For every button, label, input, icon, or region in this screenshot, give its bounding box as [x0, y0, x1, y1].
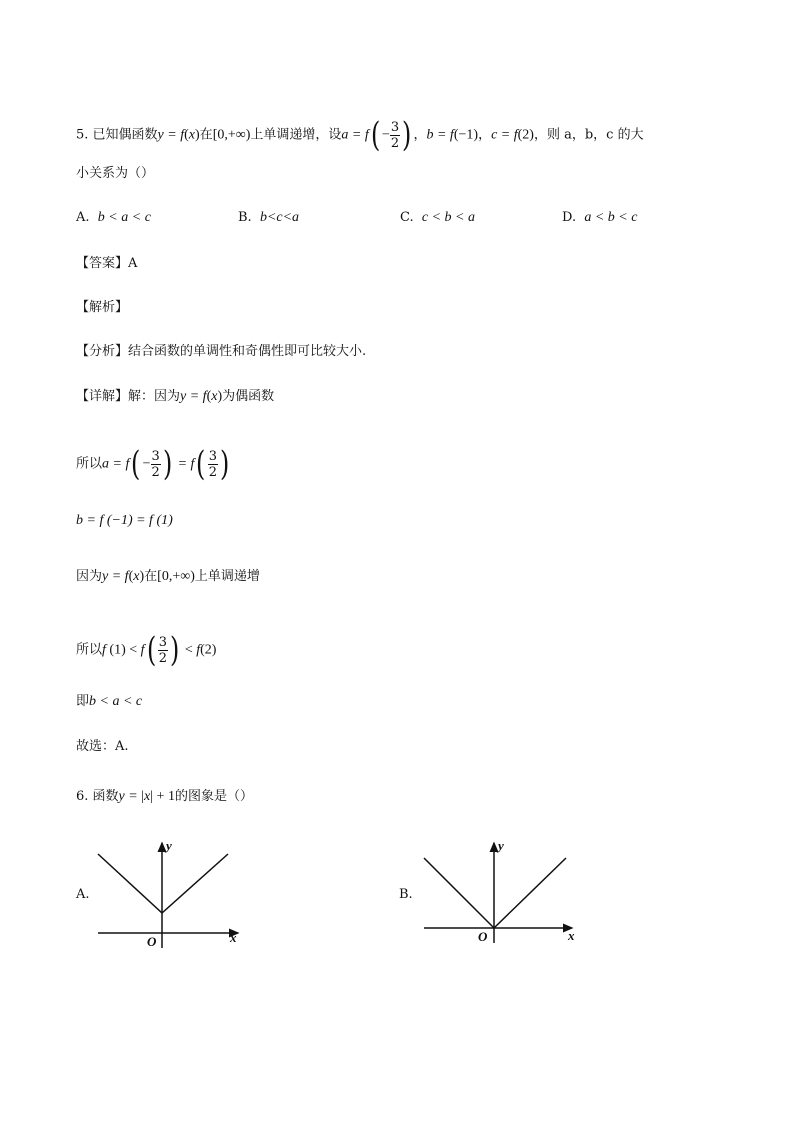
option-c-expr: c < b < a	[421, 210, 475, 225]
q5-sep2: ，	[478, 127, 492, 143]
fenxi-line: 【分析】结合函数的单调性和奇偶性即可比较大小.	[76, 344, 367, 359]
detail-ineq: 所以f (1) < f( $\frac{3}{2}$ ) < f(2)	[76, 630, 217, 670]
detail-b-line: b = f (−1) = f (1)	[76, 513, 173, 528]
graph-b-origin-label: O	[478, 929, 488, 944]
graph-b-curve	[424, 858, 566, 928]
detail-mono: 因为y = f(x)在[0,+∞)上单调递增	[76, 569, 260, 584]
analysis-heading: 【解析】	[76, 300, 129, 315]
q5-line2: 小关系为（）	[76, 166, 155, 181]
q5-tail: ，则 a，b，c 的大	[533, 127, 644, 143]
mono-tail: 上单调递增	[194, 569, 260, 584]
graph-b-y-label: y	[498, 838, 504, 853]
ji-text: 即	[76, 694, 90, 709]
graph-a-y-label: y	[166, 838, 172, 853]
graph-b-x-label: x	[568, 928, 575, 943]
frac-num: 3	[390, 119, 400, 135]
option-b	[238, 210, 299, 226]
q6-tail: 的图象是（）	[174, 789, 253, 804]
frac-num-3: 3	[208, 448, 217, 464]
graph-a	[90, 838, 250, 953]
option-a	[76, 210, 151, 226]
graph-b	[420, 838, 580, 953]
q6-prefix: 6. 函数	[76, 789, 119, 804]
q5-prefix: 5. 已知偶函数	[76, 127, 158, 143]
mono-prefix: 因为	[76, 569, 103, 584]
ji-expr: b < a < c	[89, 694, 143, 709]
detail-intro-text: 【详解】解：因为	[76, 389, 181, 404]
option-c-letter: C.	[400, 210, 414, 225]
option-a-letter: A.	[76, 210, 90, 225]
q5-mid2: 上单调递增，设	[250, 127, 342, 143]
option-b-expr: b<c<a	[259, 210, 300, 225]
q5-sep1: ，	[413, 127, 427, 143]
option-b-letter: B.	[238, 210, 252, 225]
frac-num-2: 3	[151, 448, 160, 464]
q6-option-a-label: A.	[76, 887, 90, 902]
option-c	[400, 210, 475, 226]
option-d	[562, 210, 637, 226]
detail-guxuan: 故选：A.	[76, 739, 129, 754]
detail-ji	[76, 693, 142, 711]
graph-a-x-label: x	[230, 930, 237, 945]
option-d-expr: a < b < c	[584, 210, 638, 225]
q6-line: 6. 函数y = |x| + 1的图象是（）	[76, 789, 253, 804]
frac-num-4: 3	[158, 634, 168, 650]
frac-den-2: 2	[151, 464, 160, 480]
frac-den-3: 2	[208, 464, 217, 480]
suoyi-text: 所以	[76, 456, 103, 472]
q6-option-b-label: B.	[399, 887, 413, 902]
graph-a-origin-label: O	[147, 934, 157, 949]
detail-suoyi-a: 所以a = f( − $\frac{3}{2}$ ) = f( $\frac{3}{2}$ )	[76, 444, 230, 484]
detail-intro: 【详解】解：因为y = f(x)为偶函数	[76, 389, 275, 404]
detail-intro-tail: 为偶函数	[222, 389, 275, 404]
option-d-letter: D.	[562, 210, 577, 225]
option-a-expr: b < a < c	[97, 210, 151, 225]
frac-den-4: 2	[158, 650, 168, 666]
ineq-prefix: 所以	[76, 642, 103, 658]
q5-line1: 5. 已知偶函数y = f(x)在[0,+∞)上单调递增，设a = f( − $\frac{3}{2}$ ) ，b = f(−1)，c = f(2)，则 a，b，c 的大	[76, 115, 644, 155]
q5-mid1: 在	[199, 127, 213, 143]
answer-line: 【答案】A	[76, 256, 138, 271]
mono-mid: 在	[144, 569, 158, 584]
graph-a-curve	[98, 854, 228, 913]
frac-den: 2	[390, 135, 400, 151]
